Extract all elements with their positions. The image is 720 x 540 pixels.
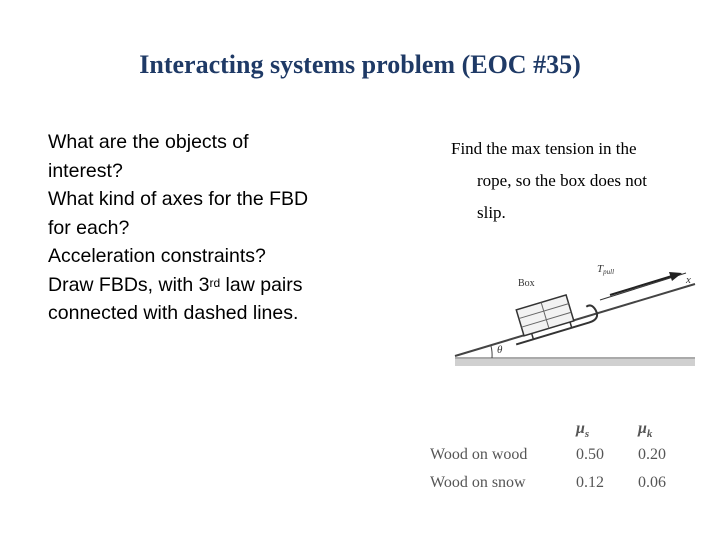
incline-diagram bbox=[450, 250, 700, 375]
mu-s-value: 0.50 bbox=[576, 446, 604, 463]
box-label: Box bbox=[518, 278, 535, 289]
problem-statement bbox=[451, 133, 711, 229]
ground-strip bbox=[455, 359, 695, 366]
table-row bbox=[430, 446, 690, 474]
header-mu-s bbox=[576, 420, 589, 440]
question-line: What are the objects of bbox=[48, 131, 249, 153]
question-line: interest? bbox=[48, 159, 123, 182]
fbd-superscript: rd bbox=[209, 275, 221, 290]
question-line: connected with dashed lines. bbox=[48, 302, 299, 324]
tension-subscript: pull bbox=[603, 268, 615, 276]
axis-label: x bbox=[686, 274, 691, 286]
incline-surface bbox=[455, 284, 695, 356]
fbd-prefix: Draw FBDs, with 3 bbox=[48, 273, 210, 296]
mu-k-value: 0.06 bbox=[638, 474, 666, 491]
question-list bbox=[48, 128, 378, 328]
mu-s-value: 0.12 bbox=[576, 474, 604, 491]
header-mu-k bbox=[638, 420, 652, 440]
tension-arrow-line bbox=[610, 276, 672, 295]
question-line: for each? bbox=[48, 216, 130, 239]
question-line: What kind of axes for the FBD bbox=[48, 188, 309, 210]
row-label: Wood on wood bbox=[430, 446, 528, 463]
angle-label: θ bbox=[497, 344, 503, 356]
header-mu-subscript: s bbox=[584, 428, 590, 441]
problem-line: Find the max tension in the bbox=[451, 139, 637, 158]
angle-arc bbox=[491, 346, 492, 358]
header-mu-symbol: μ bbox=[638, 420, 647, 437]
mu-k-value: 0.20 bbox=[638, 446, 666, 463]
tension-arrow-head bbox=[669, 272, 682, 281]
friction-table bbox=[430, 420, 690, 502]
question-line: Acceleration constraints? bbox=[48, 245, 266, 267]
problem-line: rope, so the box does not bbox=[477, 171, 647, 190]
header-mu-symbol: μ bbox=[576, 420, 585, 437]
header-mu-subscript: k bbox=[646, 428, 653, 441]
tension-symbol: T bbox=[597, 263, 604, 275]
table-row bbox=[430, 474, 690, 502]
slide-title: Interacting systems problem (EOC #35) bbox=[139, 50, 581, 79]
question-line-fbd bbox=[48, 271, 378, 300]
table-header-row bbox=[430, 420, 690, 446]
problem-line: slip. bbox=[477, 203, 506, 222]
row-label: Wood on snow bbox=[430, 474, 526, 491]
tension-label bbox=[597, 263, 614, 276]
fbd-suffix: law pairs bbox=[220, 273, 303, 296]
